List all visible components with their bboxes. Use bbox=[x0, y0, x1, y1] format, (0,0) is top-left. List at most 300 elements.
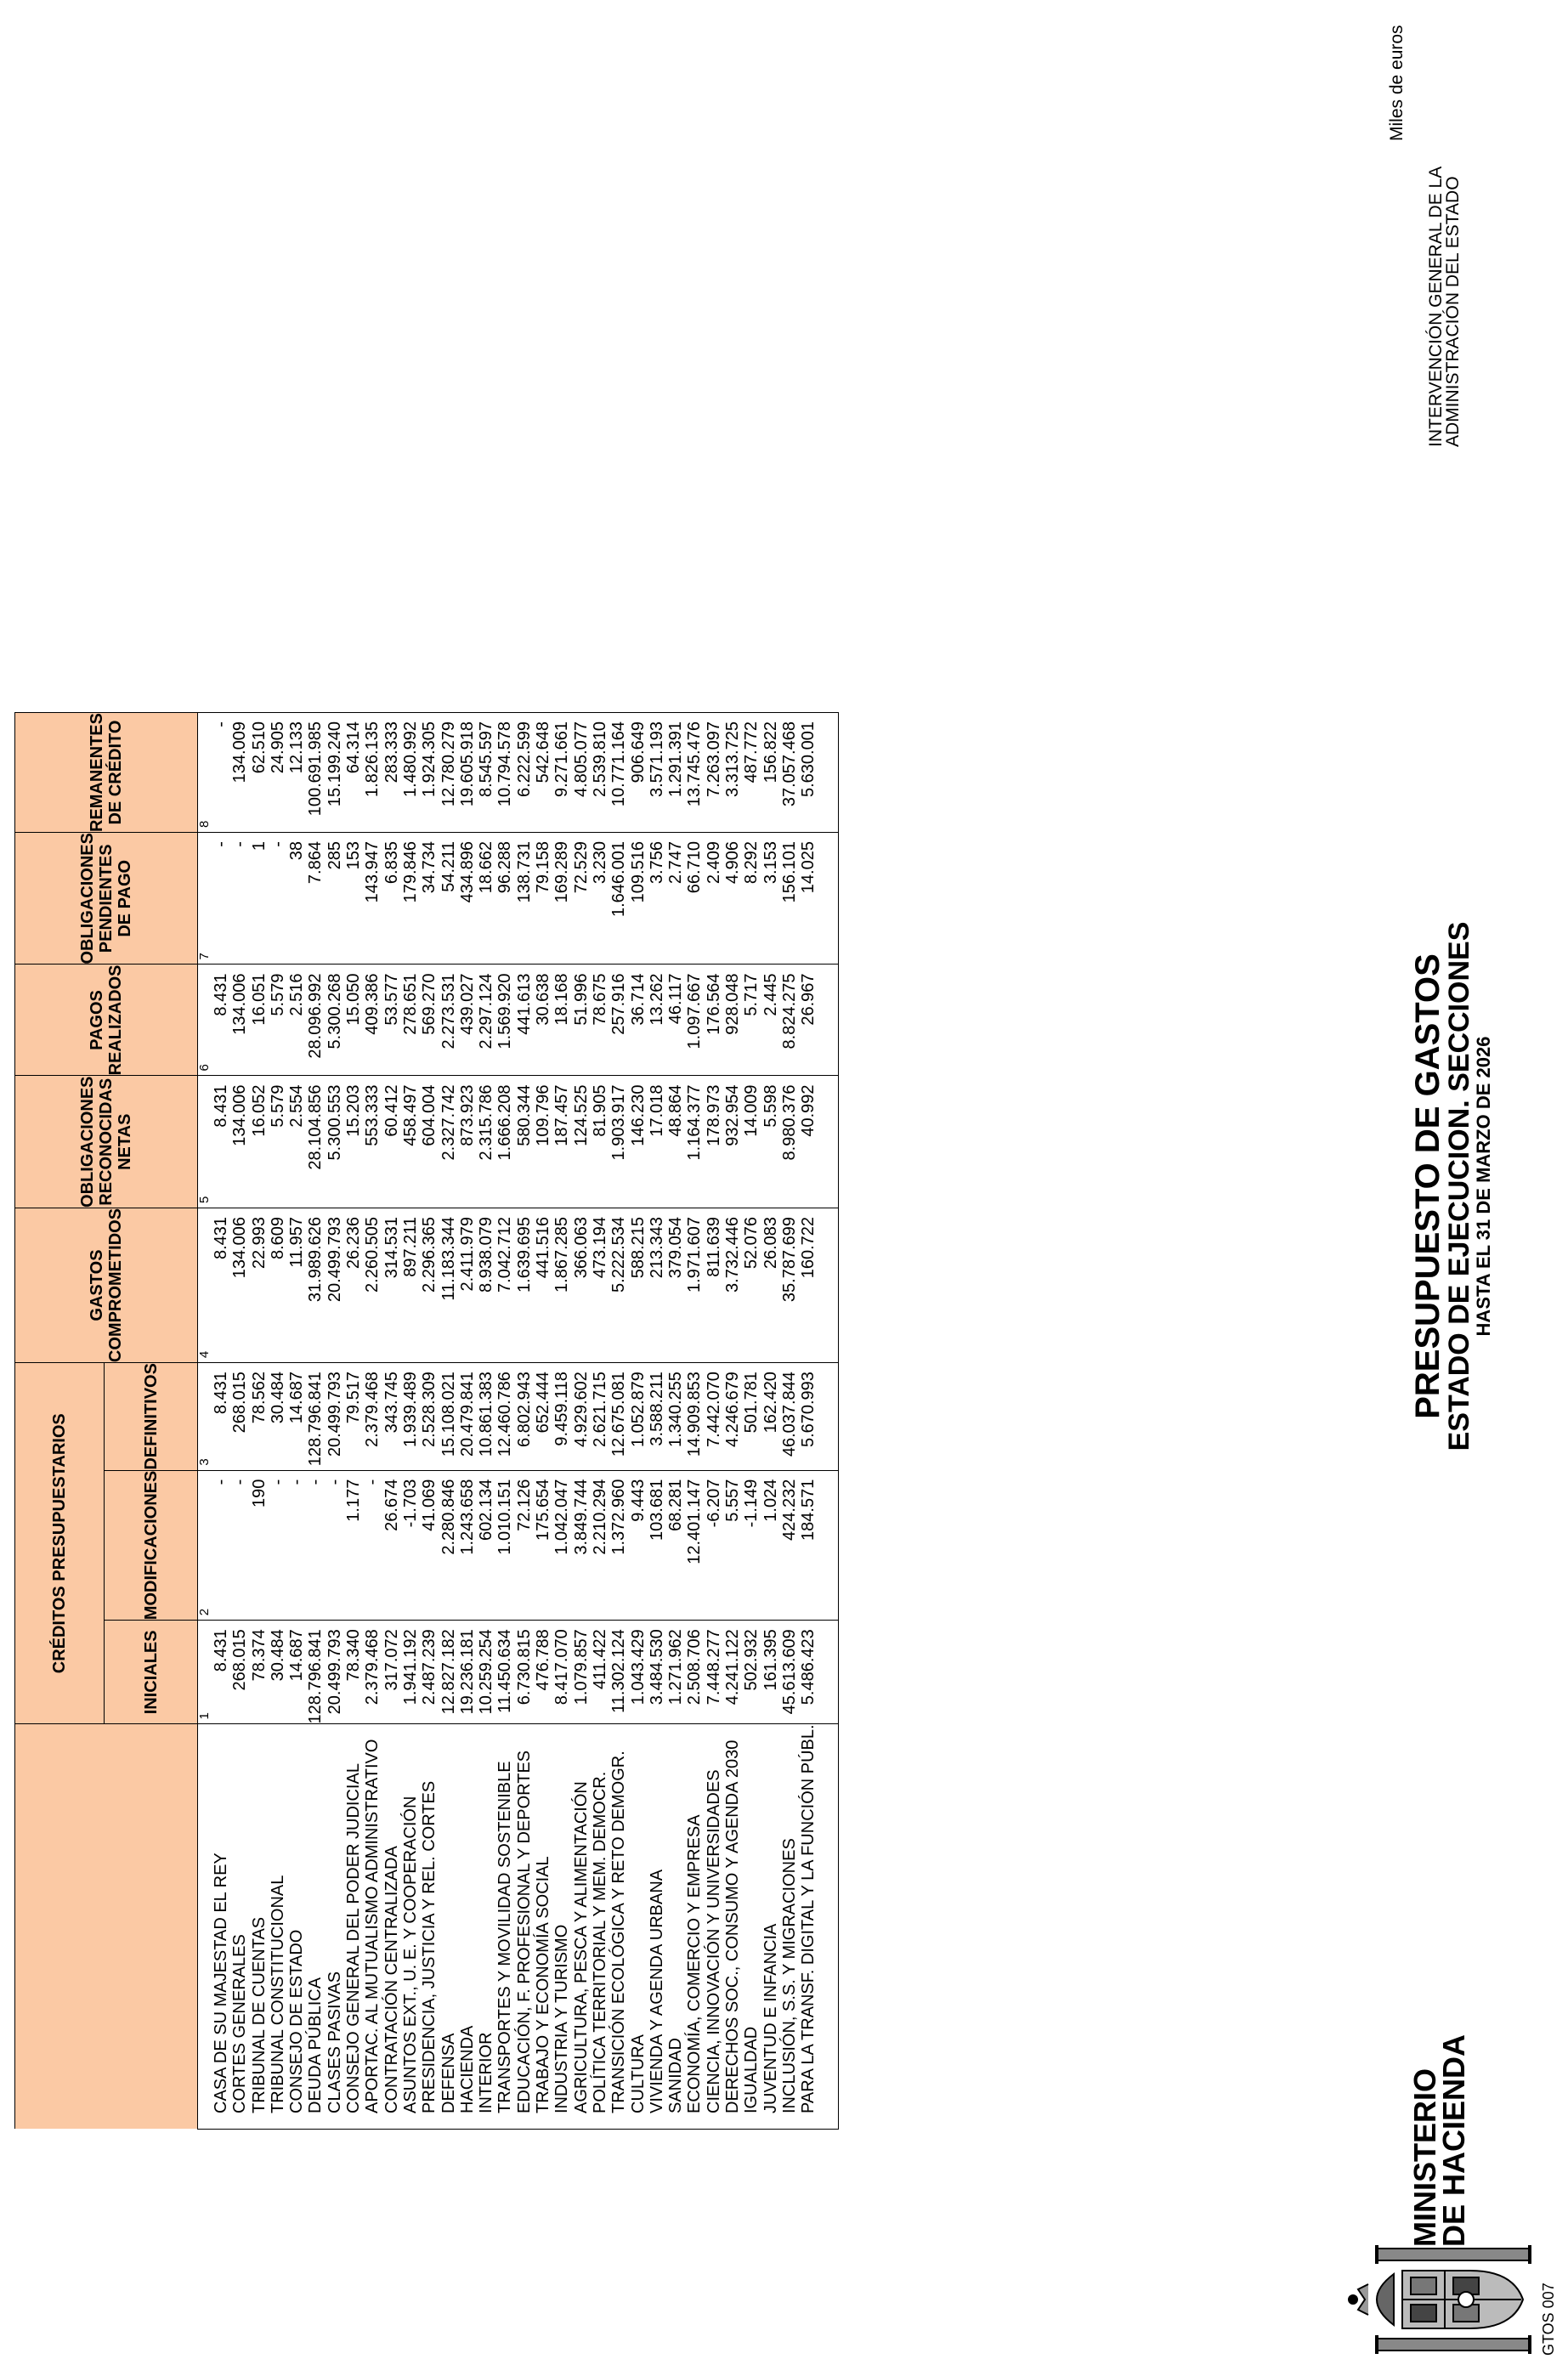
amount-cell: 51.996 bbox=[572, 965, 591, 1076]
title-line1: PRESUPUESTO DE GASTOS bbox=[1409, 953, 1446, 1419]
amount-cell: 652.444 bbox=[534, 1363, 552, 1471]
table-row bbox=[250, 713, 269, 2130]
amount-cell: 5.486.423 bbox=[799, 1621, 818, 1724]
column-number: 5 bbox=[198, 1076, 212, 1208]
amount-cell: 156.101 bbox=[780, 833, 799, 965]
amount-cell: 60.412 bbox=[382, 1076, 401, 1208]
section-name: EDUCACIÓN, F. PROFESIONAL Y DEPORTES bbox=[515, 1724, 534, 2130]
units-label: Miles de euros bbox=[1387, 25, 1407, 141]
amount-cell: 190 bbox=[250, 1470, 269, 1621]
amount-cell: 10.771.164 bbox=[609, 713, 628, 833]
amount-cell: 30.484 bbox=[269, 1621, 287, 1724]
amount-cell: 1.971.607 bbox=[685, 1208, 704, 1362]
amount-cell: 2.554 bbox=[287, 1076, 306, 1208]
section-name: ASUNTOS EXT., U. E. Y COOPERACIÓN bbox=[401, 1724, 420, 2130]
amount-cell: 8.417.070 bbox=[552, 1621, 571, 1724]
amount-cell: 14.025 bbox=[799, 833, 818, 965]
header-modificaciones: MODIFICACIONES bbox=[105, 1470, 198, 1621]
amount-cell: 138.731 bbox=[515, 833, 534, 965]
amount-cell: 5.557 bbox=[723, 1470, 742, 1621]
amount-cell: 187.457 bbox=[552, 1076, 571, 1208]
amount-cell: 9.271.661 bbox=[552, 713, 571, 833]
table-end-cell bbox=[818, 1076, 839, 1208]
table-row bbox=[230, 713, 249, 2130]
amount-cell: 18.168 bbox=[552, 965, 571, 1076]
amount-cell: 12.460.786 bbox=[495, 1363, 514, 1471]
amount-cell: 15.203 bbox=[344, 1076, 363, 1208]
amount-cell: 20.479.841 bbox=[458, 1363, 477, 1471]
amount-cell: 54.211 bbox=[439, 833, 458, 965]
amount-cell: 53.577 bbox=[382, 965, 401, 1076]
execution-table bbox=[14, 712, 839, 2130]
amount-cell: 12.675.081 bbox=[609, 1363, 628, 1471]
amount-cell: 8.980.376 bbox=[780, 1076, 799, 1208]
amount-cell: 28.104.856 bbox=[306, 1076, 325, 1208]
table-row bbox=[534, 713, 552, 2130]
section-name: CLASES PASIVAS bbox=[325, 1724, 344, 2130]
amount-cell: 8.292 bbox=[742, 833, 761, 965]
amount-cell: 604.004 bbox=[420, 1076, 439, 1208]
header-creditos: CRÉDITOS PRESUPUESTARIOS bbox=[15, 1363, 105, 1724]
amount-cell: - bbox=[269, 1470, 287, 1621]
amount-cell: 78.562 bbox=[250, 1363, 269, 1471]
amount-cell: 4.246.679 bbox=[723, 1363, 742, 1471]
amount-cell: 26.083 bbox=[761, 1208, 780, 1362]
amount-cell: 2.487.239 bbox=[420, 1621, 439, 1724]
table-row bbox=[363, 713, 382, 2130]
amount-cell: 379.054 bbox=[666, 1208, 685, 1362]
amount-cell: 283.333 bbox=[382, 713, 401, 833]
amount-cell: 6.730.815 bbox=[515, 1621, 534, 1724]
amount-cell: 11.183.344 bbox=[439, 1208, 458, 1362]
amount-cell: 1.291.391 bbox=[666, 713, 685, 833]
amount-cell: 8.545.597 bbox=[477, 713, 495, 833]
amount-cell: 1.569.920 bbox=[495, 965, 514, 1076]
amount-cell: 46.037.844 bbox=[780, 1363, 799, 1471]
amount-cell: 10.259.254 bbox=[477, 1621, 495, 1724]
column-number: 7 bbox=[198, 833, 212, 965]
amount-cell: 16.051 bbox=[250, 965, 269, 1076]
amount-cell: 2.379.468 bbox=[363, 1363, 382, 1471]
section-name: TRANSPORTES Y MOVILIDAD SOSTENIBLE bbox=[495, 1724, 514, 2130]
table-row bbox=[495, 713, 514, 2130]
table-end-cell bbox=[818, 1363, 839, 1471]
amount-cell: 9.443 bbox=[629, 1470, 648, 1621]
amount-cell: 18.662 bbox=[477, 833, 495, 965]
amount-cell: 143.947 bbox=[363, 833, 382, 965]
amount-cell: 5.579 bbox=[269, 965, 287, 1076]
table-row bbox=[420, 713, 439, 2130]
amount-cell: 30.484 bbox=[269, 1363, 287, 1471]
amount-cell: 588.215 bbox=[629, 1208, 648, 1362]
table-row bbox=[306, 713, 325, 2130]
amount-cell: 8.609 bbox=[269, 1208, 287, 1362]
amount-cell: 8.938.079 bbox=[477, 1208, 495, 1362]
amount-cell: 38 bbox=[287, 833, 306, 965]
table-row bbox=[591, 713, 609, 2130]
amount-cell: 1.939.489 bbox=[401, 1363, 420, 1471]
column-number: 3 bbox=[198, 1363, 212, 1471]
table-end-cell bbox=[818, 713, 839, 833]
section-name: TRANSICIÓN ECOLÓGICA Y RETO DEMOGR. bbox=[609, 1724, 628, 2130]
amount-cell: 72.529 bbox=[572, 833, 591, 965]
amount-cell: 1.243.658 bbox=[458, 1470, 477, 1621]
header-obligaciones: OBLIGACIONES RECONOCIDAS NETAS bbox=[15, 1076, 198, 1208]
amount-cell: 3.484.530 bbox=[648, 1621, 666, 1724]
amount-cell: 1.646.001 bbox=[609, 833, 628, 965]
amount-cell: 6.222.599 bbox=[515, 713, 534, 833]
amount-cell: 1.826.135 bbox=[363, 713, 382, 833]
amount-cell: 169.289 bbox=[552, 833, 571, 965]
amount-cell: - bbox=[269, 833, 287, 965]
amount-cell: 3.153 bbox=[761, 833, 780, 965]
amount-cell: 146.230 bbox=[629, 1076, 648, 1208]
amount-cell: 4.929.602 bbox=[572, 1363, 591, 1471]
amount-cell: 30.638 bbox=[534, 965, 552, 1076]
amount-cell: 473.194 bbox=[591, 1208, 609, 1362]
amount-cell: 285 bbox=[325, 833, 344, 965]
amount-cell: 11.450.634 bbox=[495, 1621, 514, 1724]
amount-cell: 26.674 bbox=[382, 1470, 401, 1621]
section-name: POLÍTICA TERRITORIAL Y MEM. DEMOCR. bbox=[591, 1724, 609, 2130]
ministry-name bbox=[1407, 2034, 1471, 2247]
amount-cell: -1.149 bbox=[742, 1470, 761, 1621]
amount-cell: 1.079.857 bbox=[572, 1621, 591, 1724]
amount-cell: 3.732.446 bbox=[723, 1208, 742, 1362]
amount-cell: 2.280.846 bbox=[439, 1470, 458, 1621]
section-name: HACIENDA bbox=[458, 1724, 477, 2130]
amount-cell: 19.236.181 bbox=[458, 1621, 477, 1724]
amount-cell: 366.063 bbox=[572, 1208, 591, 1362]
amount-cell: 7.448.277 bbox=[705, 1621, 723, 1724]
amount-cell: 12.401.147 bbox=[685, 1470, 704, 1621]
table-row bbox=[552, 713, 571, 2130]
section-name: JUVENTUD E INFANCIA bbox=[761, 1724, 780, 2130]
amount-cell: 176.564 bbox=[705, 965, 723, 1076]
amount-cell: 2.411.979 bbox=[458, 1208, 477, 1362]
section-name: DEUDA PÚBLICA bbox=[306, 1724, 325, 2130]
table-row bbox=[344, 713, 363, 2130]
amount-cell: 4.241.122 bbox=[723, 1621, 742, 1724]
amount-cell: 580.344 bbox=[515, 1076, 534, 1208]
amount-cell: - bbox=[325, 1470, 344, 1621]
amount-cell: 11.957 bbox=[287, 1208, 306, 1362]
table-end-cell bbox=[818, 1208, 839, 1362]
amount-cell: 1.052.879 bbox=[629, 1363, 648, 1471]
amount-cell: 343.745 bbox=[382, 1363, 401, 1471]
section-name: INDUSTRIA Y TURISMO bbox=[552, 1724, 571, 2130]
amount-cell: 2.260.505 bbox=[363, 1208, 382, 1362]
table-body bbox=[198, 713, 839, 2130]
section-name: VIVIENDA Y AGENDA URBANA bbox=[648, 1724, 666, 2130]
table-row bbox=[723, 713, 742, 2130]
section-name: CORTES GENERALES bbox=[230, 1724, 249, 2130]
column-number: 6 bbox=[198, 965, 212, 1076]
amount-cell: 8.431 bbox=[212, 1076, 230, 1208]
header-remanentes: REMANENTES DE CRÉDITO bbox=[15, 713, 198, 833]
amount-cell: 501.781 bbox=[742, 1363, 761, 1471]
amount-cell: 1.639.695 bbox=[515, 1208, 534, 1362]
section-name: TRIBUNAL CONSTITUCIONAL bbox=[269, 1724, 287, 2130]
amount-cell: 28.096.992 bbox=[306, 965, 325, 1076]
amount-cell: 5.579 bbox=[269, 1076, 287, 1208]
amount-cell: 128.796.841 bbox=[306, 1621, 325, 1724]
table-row bbox=[761, 713, 780, 2130]
amount-cell: 52.076 bbox=[742, 1208, 761, 1362]
table-end-row bbox=[818, 713, 839, 2130]
amount-cell: 19.605.918 bbox=[458, 713, 477, 833]
section-name: DEFENSA bbox=[439, 1724, 458, 2130]
amount-cell: 2.621.715 bbox=[591, 1363, 609, 1471]
amount-cell: - bbox=[212, 1470, 230, 1621]
amount-cell: 109.796 bbox=[534, 1076, 552, 1208]
amount-cell: -1.703 bbox=[401, 1470, 420, 1621]
table-row bbox=[685, 713, 704, 2130]
amount-cell: 66.710 bbox=[685, 833, 704, 965]
amount-cell: 10.861.383 bbox=[477, 1363, 495, 1471]
report-title bbox=[1411, 761, 1494, 1611]
amount-cell: 161.395 bbox=[761, 1621, 780, 1724]
amount-cell: 2.747 bbox=[666, 833, 685, 965]
amount-cell: 35.787.699 bbox=[780, 1208, 799, 1362]
table-row bbox=[382, 713, 401, 2130]
table-end-cell bbox=[818, 1724, 839, 2130]
amount-cell: 873.923 bbox=[458, 1076, 477, 1208]
amount-cell: 17.018 bbox=[648, 1076, 666, 1208]
amount-cell: 553.333 bbox=[363, 1076, 382, 1208]
table-row bbox=[609, 713, 628, 2130]
amount-cell: 5.598 bbox=[761, 1076, 780, 1208]
amount-cell: 1.372.960 bbox=[609, 1470, 628, 1621]
amount-cell: 5.670.993 bbox=[799, 1363, 818, 1471]
amount-cell: 3.588.211 bbox=[648, 1363, 666, 1471]
section-name: CONSEJO GENERAL DEL PODER JUDICIAL bbox=[344, 1724, 363, 2130]
amount-cell: 48.864 bbox=[666, 1076, 685, 1208]
amount-cell: 411.422 bbox=[591, 1621, 609, 1724]
ministry-line1: MINISTERIO bbox=[1407, 2068, 1442, 2247]
amount-cell: 1.924.305 bbox=[420, 713, 439, 833]
amount-cell: 314.531 bbox=[382, 1208, 401, 1362]
table-row bbox=[742, 713, 761, 2130]
amount-cell: 424.232 bbox=[780, 1470, 799, 1621]
amount-cell: - bbox=[306, 1470, 325, 1621]
amount-cell: 64.314 bbox=[344, 713, 363, 833]
amount-cell: 40.992 bbox=[799, 1076, 818, 1208]
amount-cell: 179.846 bbox=[401, 833, 420, 965]
amount-cell: 439.027 bbox=[458, 965, 477, 1076]
table-row bbox=[439, 713, 458, 2130]
amount-cell: 34.734 bbox=[420, 833, 439, 965]
amount-cell: 10.794.578 bbox=[495, 713, 514, 833]
amount-cell: 78.675 bbox=[591, 965, 609, 1076]
table-row bbox=[572, 713, 591, 2130]
amount-cell: 124.525 bbox=[572, 1076, 591, 1208]
amount-cell: 928.048 bbox=[723, 965, 742, 1076]
column-number: 1 bbox=[198, 1621, 212, 1724]
table-row bbox=[629, 713, 648, 2130]
amount-cell: 5.300.268 bbox=[325, 965, 344, 1076]
amount-cell: 268.015 bbox=[230, 1621, 249, 1724]
table-row bbox=[287, 713, 306, 2130]
table-row bbox=[477, 713, 495, 2130]
amount-cell: 569.270 bbox=[420, 965, 439, 1076]
amount-cell: 1.164.377 bbox=[685, 1076, 704, 1208]
amount-cell: 441.613 bbox=[515, 965, 534, 1076]
amount-cell: 1.271.962 bbox=[666, 1621, 685, 1724]
amount-cell: 7.864 bbox=[306, 833, 325, 965]
amount-cell: 2.273.531 bbox=[439, 965, 458, 1076]
section-name: CONSEJO DE ESTADO bbox=[287, 1724, 306, 2130]
table-row bbox=[269, 713, 287, 2130]
amount-cell: 8.431 bbox=[212, 1363, 230, 1471]
agency-name bbox=[1428, 0, 1462, 447]
table-end-cell bbox=[818, 1621, 839, 1724]
amount-cell: - bbox=[230, 833, 249, 965]
amount-cell: 1.941.192 bbox=[401, 1621, 420, 1724]
amount-cell: 1.043.429 bbox=[629, 1621, 648, 1724]
table-row bbox=[515, 713, 534, 2130]
amount-cell: 5.222.534 bbox=[609, 1208, 628, 1362]
amount-cell: 160.722 bbox=[799, 1208, 818, 1362]
amount-cell: 8.431 bbox=[212, 965, 230, 1076]
amount-cell: 2.445 bbox=[761, 965, 780, 1076]
amount-cell: 175.654 bbox=[534, 1470, 552, 1621]
amount-cell: 62.510 bbox=[250, 713, 269, 833]
header-definitivos: DEFINITIVOS bbox=[105, 1363, 198, 1471]
amount-cell: 7.263.097 bbox=[705, 713, 723, 833]
column-number-blank bbox=[198, 1724, 212, 2130]
label-header-blank bbox=[15, 1724, 198, 2130]
amount-cell: - bbox=[212, 833, 230, 965]
header-pendientes: OBLIGACIONES PENDIENTES DE PAGO bbox=[15, 833, 198, 965]
amount-cell: 5.630.001 bbox=[799, 713, 818, 833]
amount-cell: 12.780.279 bbox=[439, 713, 458, 833]
amount-cell: 15.108.021 bbox=[439, 1363, 458, 1471]
amount-cell: 897.211 bbox=[401, 1208, 420, 1362]
amount-cell: 24.905 bbox=[269, 713, 287, 833]
header-iniciales: INICIALES bbox=[105, 1621, 198, 1724]
section-name: TRABAJO Y ECONOMÍA SOCIAL bbox=[534, 1724, 552, 2130]
section-name: CIENCIA, INNOVACIÓN Y UNIVERSIDADES bbox=[705, 1724, 723, 2130]
amount-cell: 811.639 bbox=[705, 1208, 723, 1362]
table-row bbox=[666, 713, 685, 2130]
amount-cell: 542.648 bbox=[534, 713, 552, 833]
section-name: ECONOMÍA, COMERCIO Y EMPRESA bbox=[685, 1724, 704, 2130]
amount-cell: 22.993 bbox=[250, 1208, 269, 1362]
amount-cell: 153 bbox=[344, 833, 363, 965]
amount-cell: 458.497 bbox=[401, 1076, 420, 1208]
table-row bbox=[799, 713, 818, 2130]
amount-cell: 1.666.208 bbox=[495, 1076, 514, 1208]
amount-cell: 20.499.793 bbox=[325, 1363, 344, 1471]
amount-cell: 487.772 bbox=[742, 713, 761, 833]
amount-cell: 2.296.365 bbox=[420, 1208, 439, 1362]
table-row bbox=[780, 713, 799, 2130]
amount-cell: 6.835 bbox=[382, 833, 401, 965]
amount-cell: 3.756 bbox=[648, 833, 666, 965]
amount-cell: 4.906 bbox=[723, 833, 742, 965]
column-number: 2 bbox=[198, 1470, 212, 1621]
amount-cell: 9.459.118 bbox=[552, 1363, 571, 1471]
amount-cell: 15.050 bbox=[344, 965, 363, 1076]
section-name: AGRICULTURA, PESCA Y ALIMENTACIÓN bbox=[572, 1724, 591, 2130]
amount-cell: 7.442.070 bbox=[705, 1363, 723, 1471]
table-row bbox=[325, 713, 344, 2130]
amount-cell: 5.300.553 bbox=[325, 1076, 344, 1208]
amount-cell: 213.343 bbox=[648, 1208, 666, 1362]
amount-cell: 134.006 bbox=[230, 1076, 249, 1208]
amount-cell: 1.867.285 bbox=[552, 1208, 571, 1362]
amount-cell: 441.516 bbox=[534, 1208, 552, 1362]
amount-cell: - bbox=[212, 713, 230, 833]
amount-cell: 13.745.476 bbox=[685, 713, 704, 833]
amount-cell: 2.379.468 bbox=[363, 1621, 382, 1724]
amount-cell: 46.117 bbox=[666, 965, 685, 1076]
amount-cell: 100.691.985 bbox=[306, 713, 325, 833]
amount-cell: 2.409 bbox=[705, 833, 723, 965]
table-row bbox=[705, 713, 723, 2130]
amount-cell: 72.126 bbox=[515, 1470, 534, 1621]
table-row bbox=[458, 713, 477, 2130]
amount-cell: 134.006 bbox=[230, 1208, 249, 1362]
amount-cell: 78.340 bbox=[344, 1621, 363, 1724]
amount-cell: 1.903.917 bbox=[609, 1076, 628, 1208]
amount-cell: 96.288 bbox=[495, 833, 514, 965]
amount-cell: 134.009 bbox=[230, 713, 249, 833]
amount-cell: 2.508.706 bbox=[685, 1621, 704, 1724]
section-name: PRESIDENCIA, JUSTICIA Y REL. CORTES bbox=[420, 1724, 439, 2130]
amount-cell: 14.687 bbox=[287, 1363, 306, 1471]
amount-cell: 68.281 bbox=[666, 1470, 685, 1621]
amount-cell: -6.207 bbox=[705, 1470, 723, 1621]
amount-cell: 12.827.182 bbox=[439, 1621, 458, 1724]
amount-cell: 268.015 bbox=[230, 1363, 249, 1471]
amount-cell: 4.805.077 bbox=[572, 713, 591, 833]
amount-cell: 178.973 bbox=[705, 1076, 723, 1208]
amount-cell: 434.896 bbox=[458, 833, 477, 965]
amount-cell: 11.302.124 bbox=[609, 1621, 628, 1724]
column-number: 4 bbox=[198, 1208, 212, 1362]
amount-cell: 257.916 bbox=[609, 965, 628, 1076]
amount-cell: 156.822 bbox=[761, 713, 780, 833]
amount-cell: 31.989.626 bbox=[306, 1208, 325, 1362]
amount-cell: 5.717 bbox=[742, 965, 761, 1076]
amount-cell: 79.158 bbox=[534, 833, 552, 965]
amount-cell: - bbox=[230, 1470, 249, 1621]
amount-cell: 13.262 bbox=[648, 965, 666, 1076]
amount-cell: 3.313.725 bbox=[723, 713, 742, 833]
amount-cell: 14.909.853 bbox=[685, 1363, 704, 1471]
amount-cell: 79.517 bbox=[344, 1363, 363, 1471]
amount-cell: 2.210.294 bbox=[591, 1470, 609, 1621]
amount-cell: 8.431 bbox=[212, 1621, 230, 1724]
amount-cell: 1.340.255 bbox=[666, 1363, 685, 1471]
report-code: GTOS 007 bbox=[1540, 2283, 1557, 2356]
amount-cell: 36.714 bbox=[629, 965, 648, 1076]
table-row bbox=[212, 713, 230, 2130]
amount-cell: 41.069 bbox=[420, 1470, 439, 1621]
section-name: DERECHOS SOC., CONSUMO Y AGENDA 2030 bbox=[723, 1724, 742, 2130]
amount-cell: 14.687 bbox=[287, 1621, 306, 1724]
section-name: INCLUSIÓN, S.S. Y MIGRACIONES bbox=[780, 1724, 799, 2130]
amount-cell: 1.010.151 bbox=[495, 1470, 514, 1621]
amount-cell: 8.431 bbox=[212, 1208, 230, 1362]
amount-cell: 602.134 bbox=[477, 1470, 495, 1621]
amount-cell: 3.230 bbox=[591, 833, 609, 965]
column-number: 8 bbox=[198, 713, 212, 833]
amount-cell: 1.042.047 bbox=[552, 1470, 571, 1621]
section-name: TRIBUNAL DE CUENTAS bbox=[250, 1724, 269, 2130]
